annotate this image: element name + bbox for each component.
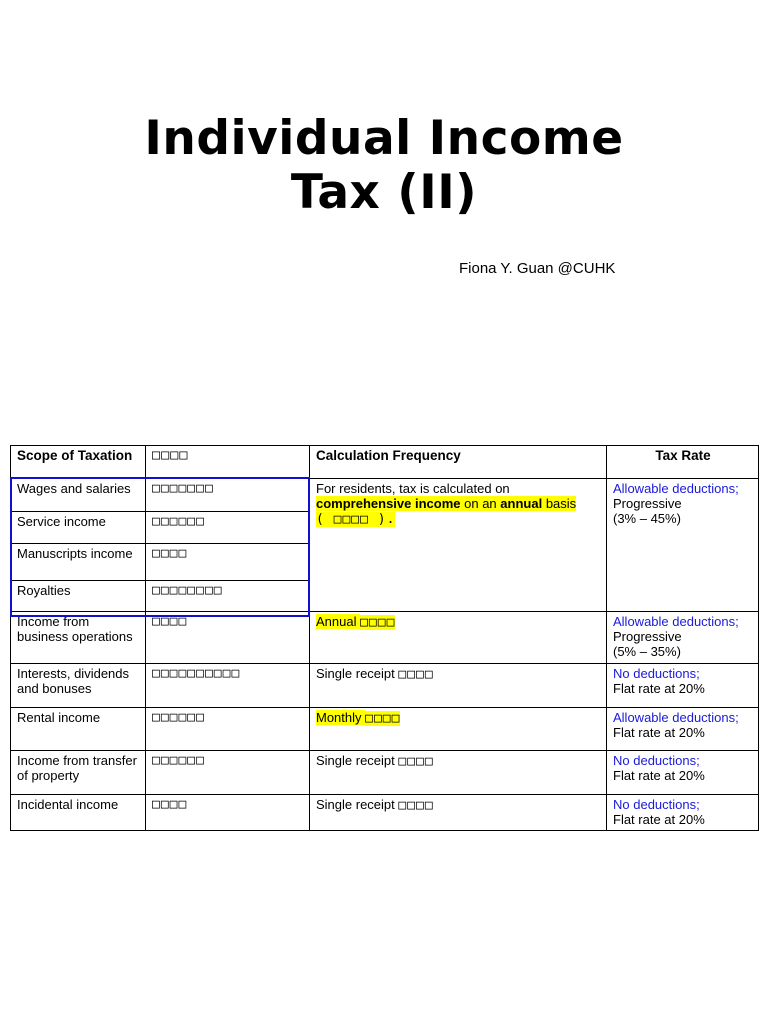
rate-type: Flat rate at 20% xyxy=(613,725,705,740)
rate-cell xyxy=(607,479,759,612)
frequency-cell xyxy=(310,664,607,708)
chinese-cell: □□□□□□□ xyxy=(146,479,310,512)
rate-deduction: No deductions; xyxy=(613,797,700,812)
author-credit: Fiona Y. Guan @CUHK xyxy=(459,260,616,277)
chinese-cell: □□□□ xyxy=(146,544,310,581)
chinese-cell: □□□□□□ xyxy=(146,512,310,544)
freq-label: Single receipt xyxy=(316,753,395,768)
freq-text: basis xyxy=(545,496,577,511)
freq-zh: □□□□ xyxy=(398,667,434,682)
freq-label: Annual xyxy=(316,614,357,629)
rate-type: Progressive xyxy=(613,496,682,511)
rate-type: Flat rate at 20% xyxy=(613,681,705,696)
rate-type: Flat rate at 20% xyxy=(613,812,705,827)
freq-zh: □□□□ xyxy=(398,798,434,813)
freq-text: For residents, tax is calculated on xyxy=(316,481,510,496)
scope-cell: Royalties xyxy=(11,581,146,612)
tax-table xyxy=(10,445,759,831)
rate-deduction: No deductions; xyxy=(613,666,700,681)
rate-range: (5% – 35%) xyxy=(613,644,681,659)
freq-text: on an xyxy=(464,496,497,511)
rate-cell xyxy=(607,751,759,795)
frequency-cell xyxy=(310,708,607,751)
slide-title xyxy=(0,112,768,220)
rate-deduction: Allowable deductions; xyxy=(613,710,739,725)
table-row xyxy=(11,664,759,708)
scope-cell: Incidental income xyxy=(11,795,146,831)
chinese-cell: □□□□□□ xyxy=(146,708,310,751)
rate-cell xyxy=(607,708,759,751)
freq-highlight-comprehensive: comprehensive income xyxy=(316,496,461,511)
title-line-2: Tax (II) xyxy=(290,165,478,220)
frequency-cell-residents xyxy=(310,479,607,612)
chinese-cell: □□□□□□ xyxy=(146,751,310,795)
scope-cell: Manuscripts income xyxy=(11,544,146,581)
rate-range: (3% – 45%) xyxy=(613,511,681,526)
freq-label: Single receipt xyxy=(316,797,395,812)
table-row xyxy=(11,708,759,751)
freq-zh: ( □□□□ ). xyxy=(316,512,396,527)
table-header-row xyxy=(11,446,759,479)
scope-cell: Interests, dividends and bonuses xyxy=(11,664,146,708)
header-chinese: □□□□ xyxy=(146,446,310,479)
chinese-cell: □□□□ xyxy=(146,795,310,831)
table-row xyxy=(11,751,759,795)
freq-label: Monthly xyxy=(316,710,362,725)
scope-cell: Rental income xyxy=(11,708,146,751)
header-rate: Tax Rate xyxy=(607,446,759,479)
rate-cell xyxy=(607,795,759,831)
rate-type: Flat rate at 20% xyxy=(613,768,705,783)
frequency-cell xyxy=(310,612,607,664)
scope-cell: Income from business operations xyxy=(11,612,146,664)
freq-zh: □□□□ xyxy=(360,615,396,630)
scope-cell: Wages and salaries xyxy=(11,479,146,512)
rate-deduction: Allowable deductions; xyxy=(613,614,739,629)
freq-zh: □□□□ xyxy=(365,711,401,726)
table-row xyxy=(11,479,759,512)
rate-deduction: No deductions; xyxy=(613,753,700,768)
chinese-cell: □□□□□□□□ xyxy=(146,581,310,612)
freq-label: Single receipt xyxy=(316,666,395,681)
header-scope: Scope of Taxation xyxy=(11,446,146,479)
chinese-cell: □□□□ xyxy=(146,612,310,664)
freq-highlight-annual: annual xyxy=(500,496,543,511)
header-frequency: Calculation Frequency xyxy=(310,446,607,479)
table-row xyxy=(11,795,759,831)
rate-deduction: Allowable deductions; xyxy=(613,481,739,496)
frequency-cell xyxy=(310,795,607,831)
freq-zh: □□□□ xyxy=(398,754,434,769)
chinese-cell: □□□□□□□□□□ xyxy=(146,664,310,708)
title-line-1: Individual Income xyxy=(144,111,624,166)
scope-cell: Income from transfer of property xyxy=(11,751,146,795)
frequency-cell xyxy=(310,751,607,795)
scope-cell: Service income xyxy=(11,512,146,544)
rate-cell xyxy=(607,612,759,664)
table-row xyxy=(11,612,759,664)
rate-cell xyxy=(607,664,759,708)
rate-type: Progressive xyxy=(613,629,682,644)
